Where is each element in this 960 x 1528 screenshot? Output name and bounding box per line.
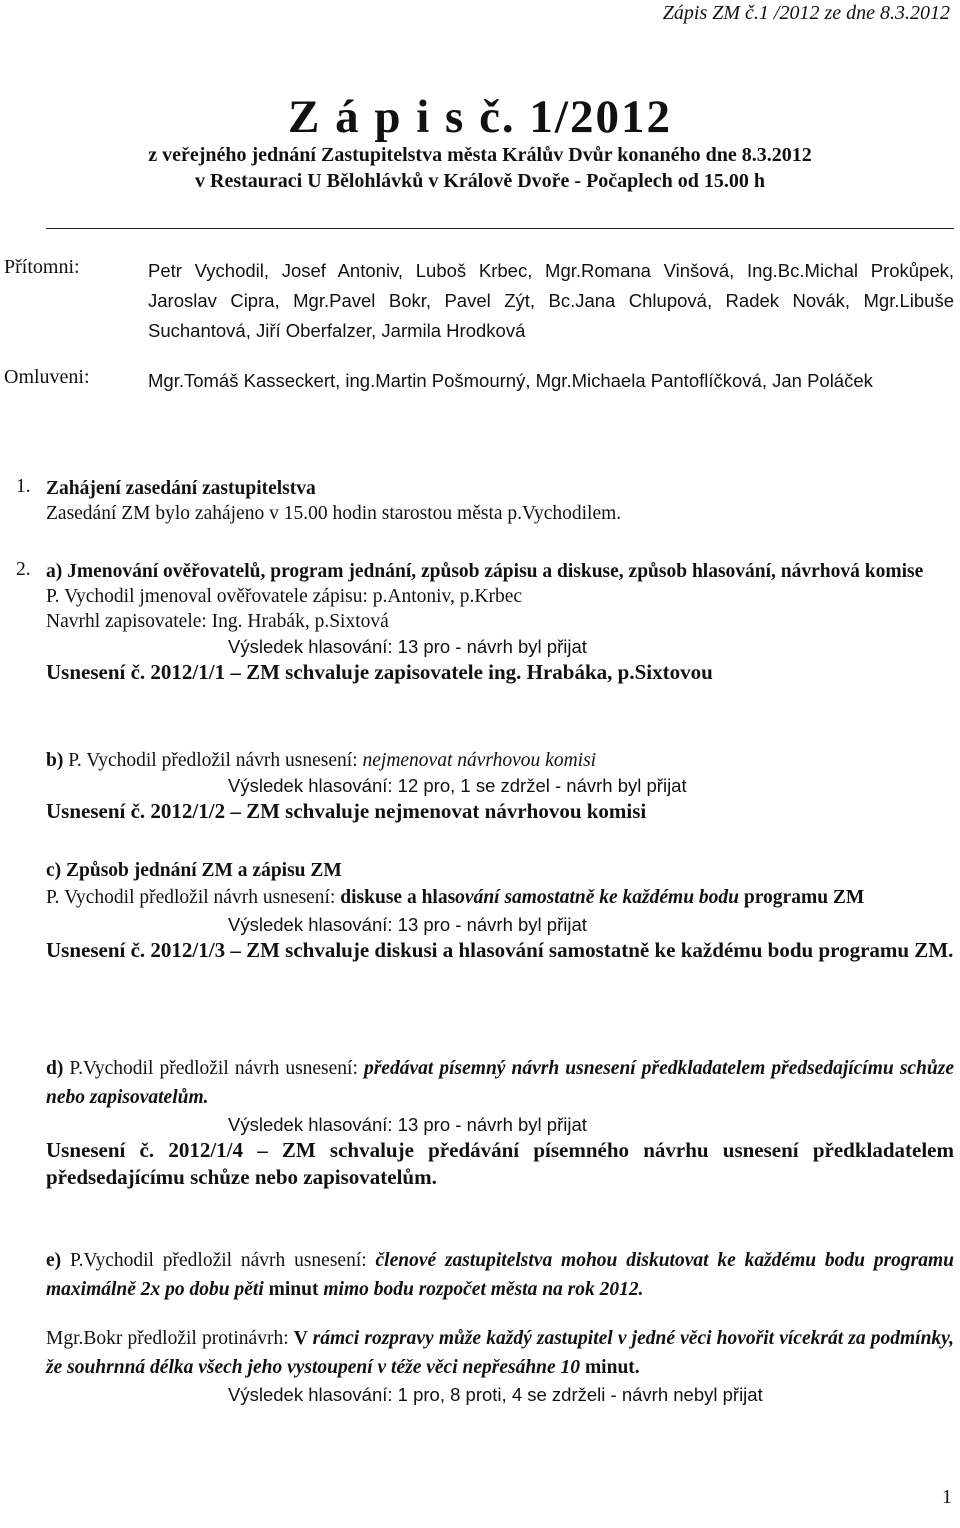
present-label: Přítomni: <box>4 256 80 278</box>
section-c <box>46 858 954 964</box>
running-header: Zápis ZM č.1 /2012 ze dne 8.3.2012 <box>662 2 950 24</box>
vote-result-a: Výsledek hlasování: 13 pro - návrh byl přijat <box>228 636 587 657</box>
section-d-lead: d) <box>46 1058 64 1079</box>
section-e-bold: minut <box>268 1279 319 1300</box>
section-e-italic-2: mimo bodu rozpočet města na rok 2012. <box>318 1279 644 1300</box>
excused-list: Mgr.Tomáš Kasseckert, ing.Martin Pošmourný, Mgr.Michaela Pantoflíčková, Jan Poláček <box>148 370 873 391</box>
excused-label: Omluveni: <box>4 366 90 388</box>
counter-proposal-bold: V <box>293 1328 313 1349</box>
section-c-bold-italic: ování samostatně ke každému bodu <box>455 887 740 908</box>
section-b-text: P. Vychodil předložil návrh usnesení: <box>63 750 363 771</box>
page-number: 1 <box>942 1486 952 1508</box>
section-c-bold-1: diskuse a hlas <box>340 887 456 908</box>
vote-result-b: Výsledek hlasování: 12 pro, 1 se zdržel - návrh byl přijat <box>228 775 687 796</box>
section-b <box>46 748 954 825</box>
title-block <box>0 92 960 194</box>
vote-result-d: Výsledek hlasování: 13 pro - návrh byl přijat <box>228 1114 587 1135</box>
present-list: Petr Vychodil, Josef Antoniv, Luboš Krbec, Mgr.Romana Vinšová, Ing.Bc.Michal Prokůpek, Jaroslav Cipra, Mgr.Pavel Bokr, Pavel Zýt, Bc.Jana Chlupová, Radek Novák, Mgr.Libuše Suchantová, Jiří Oberfalzer, Jarmila Hrodková <box>148 260 954 341</box>
resolution-3: Usnesení č. 2012/1/3 – ZM schvaluje diskusi a hlasování samostatně ke každému bodu programu ZM. <box>46 938 954 962</box>
resolution-1: Usnesení č. 2012/1/1 – ZM schvaluje zapisovatele ing. Hrabáka, p.Sixtovou <box>46 660 713 684</box>
section-c-bold-2: programu ZM <box>739 887 865 908</box>
section-e-lead: e) <box>46 1250 62 1271</box>
counter-proposal-lead: Mgr.Bokr předložil protinávrh: <box>46 1328 294 1349</box>
vote-result-c: Výsledek hlasování: 13 pro - návrh byl přijat <box>228 914 587 935</box>
section-1-text: Zasedání ZM bylo zahájeno v 15.00 hodin starostou města p.Vychodilem. <box>46 503 622 524</box>
section-1-heading: Zahájení zasedání zastupitelstva <box>46 478 316 499</box>
section-e-italic-1: členové zastupitelstva mohou diskutovat ke každému bodu programu maximálně 2x po dobu pěti <box>46 1250 955 1300</box>
section-2a <box>46 559 954 686</box>
resolution-4: Usnesení č. 2012/1/4 – ZM schvaluje předávání písemného návrhu usnesení předkladatelem předsedajícímu schůze nebo zapisovatelům. <box>46 1138 954 1189</box>
section-d <box>46 1054 954 1191</box>
section-1 <box>46 476 954 526</box>
vote-result-e: Výsledek hlasování: 1 pro, 8 proti, 4 se zdrželi - návrh nebyl přijat <box>228 1384 763 1405</box>
section-2a-heading: a) Jmenování ověřovatelů, program jednání, způsob zápisu a diskuse, způsob hlasování, návrhová komise <box>46 561 924 582</box>
section-b-italic: nejmenovat návrhovou komisi <box>362 750 597 771</box>
section-2-number: 2. <box>16 559 31 580</box>
counter-proposal-bold-2: minut. <box>584 1357 640 1378</box>
counter-proposal-text: rámci rozpravy může každý zastupitel v jedné věci hovořit vícekrát za podmínky, že souhrnná délka všech jeho vystoupení v téže věci nepřesáhne 10 <box>46 1328 954 1378</box>
section-2a-line-1: P. Vychodil jmenoval ověřovatele zápisu: p.Antoniv, p.Krbec <box>46 586 523 607</box>
section-e <box>46 1246 954 1407</box>
section-c-heading: c) Způsob jednání ZM a zápisu ZM <box>46 860 342 881</box>
section-e-text: P.Vychodil předložil návrh usnesení: <box>61 1250 376 1271</box>
document-title: Z á p i s č. 1/2012 <box>287 91 672 143</box>
section-c-text: P. Vychodil předložil návrh usnesení: <box>46 887 341 908</box>
title-line-1: z veřejného jednání Zastupitelstva města Králův Dvůr konaného dne 8.3.2012 <box>148 144 812 166</box>
section-1-number: 1. <box>16 476 31 497</box>
title-line-2: v Restauraci U Bělohlávků v Králově Dvoře - Počaplech od 15.00 h <box>195 170 765 192</box>
section-b-lead: b) <box>46 750 64 771</box>
title-rule <box>46 228 954 229</box>
resolution-2: Usnesení č. 2012/1/2 – ZM schvaluje nejmenovat návrhovou komisi <box>46 799 647 823</box>
section-d-italic: předávat písemný návrh usnesení předkladatelem předsedajícímu schůze nebo zapisovatelům. <box>46 1058 954 1108</box>
section-2a-line-2: Navrhl zapisovatele: Ing. Hrabák, p.Sixtová <box>46 611 389 632</box>
section-d-text: P.Vychodil předložil návrh usnesení: <box>63 1058 364 1079</box>
